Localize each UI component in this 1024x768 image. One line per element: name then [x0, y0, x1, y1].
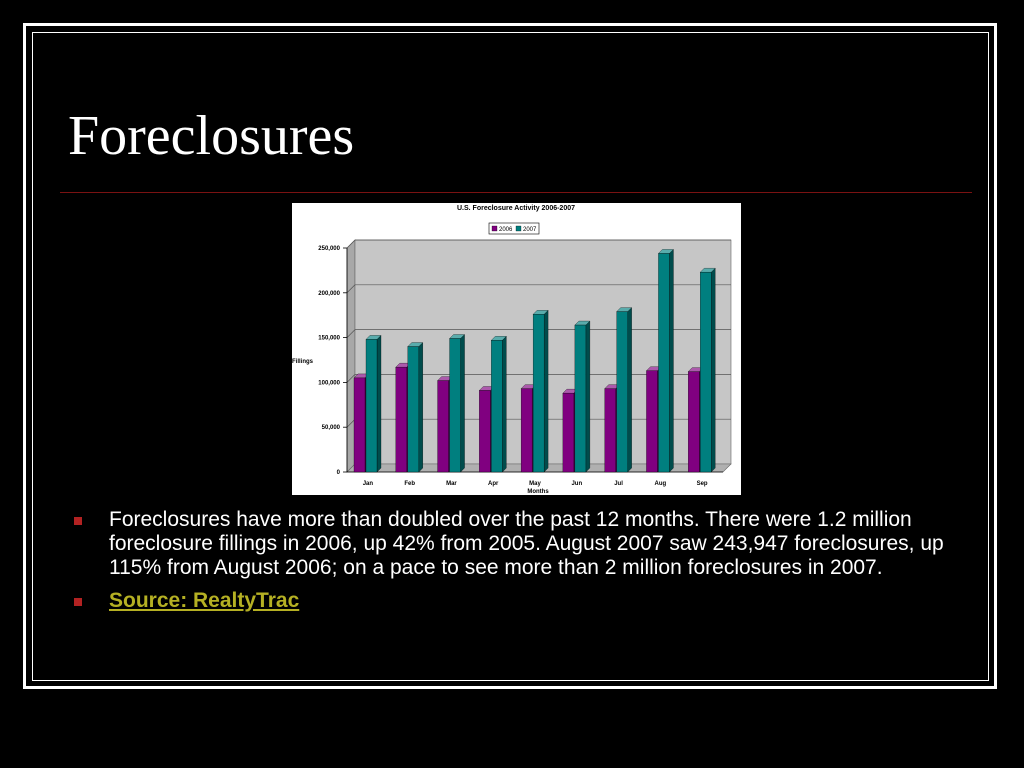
- bar-2007-jun: [575, 325, 586, 472]
- bar-side-2007-apr: [502, 336, 506, 472]
- source-link[interactable]: Source: RealtyTrac: [109, 589, 300, 612]
- bullet-marker: [74, 598, 82, 606]
- legend-swatch-2007: [516, 226, 521, 231]
- bar-2006-jun: [563, 393, 574, 472]
- title-divider: [60, 192, 972, 193]
- legend-swatch-2006: [492, 226, 497, 231]
- bar-2007-jul: [617, 312, 628, 472]
- bar-side-2007-sep: [711, 268, 715, 472]
- y-tick-label: 200,000: [318, 290, 340, 297]
- bar-side-2007-jun: [586, 321, 590, 472]
- chart-title: U.S. Foreclosure Activity 2006-2007: [456, 205, 576, 212]
- x-tick-label: Sep: [696, 481, 708, 487]
- y-tick-label: 150,000: [318, 335, 340, 342]
- bar-2007-aug: [658, 253, 669, 472]
- bar-2006-sep: [688, 372, 699, 472]
- y-tick-label: 50,000: [321, 425, 340, 432]
- bar-2006-may: [521, 389, 532, 472]
- bar-2007-sep: [700, 272, 711, 472]
- bullet-text: Foreclosures have more than doubled over the past 12 months. There were 1.2 million foreclosure fillings in 2006, up 42% from 2005. August 2007 saw 243,947 foreclosures, up 115% from August 2006; on a pace to see more than 2 million foreclosures in 2007.: [109, 508, 944, 579]
- bar-2006-jan: [354, 378, 365, 472]
- bar-2007-mar: [450, 338, 461, 472]
- y-axis-title: Fillings: [292, 359, 313, 365]
- bar-side-2007-may: [544, 310, 548, 472]
- y-tick-label: 250,000: [318, 246, 340, 252]
- bar-2006-apr: [479, 390, 490, 472]
- y-tick-label: 100,000: [318, 380, 340, 387]
- bullet-marker: [74, 517, 82, 525]
- x-axis-title: Months: [527, 489, 549, 495]
- bar-2007-may: [533, 314, 544, 472]
- foreclosure-chart: [292, 203, 741, 495]
- bar-2006-mar: [438, 381, 449, 472]
- x-tick-label: Jul: [614, 481, 623, 487]
- bar-2006-jul: [605, 389, 616, 472]
- bar-side-2007-aug: [669, 249, 673, 472]
- x-tick-label: Mar: [446, 481, 457, 487]
- slide-title: Foreclosures: [68, 105, 355, 167]
- y-tick-label: 0: [336, 470, 340, 476]
- bullet-item: [74, 508, 954, 580]
- bar-2007-apr: [491, 340, 502, 472]
- bar-side-2007-jul: [628, 308, 632, 472]
- bar-2006-aug: [646, 371, 657, 472]
- bullet-item-source: [74, 589, 954, 613]
- x-tick-label: Apr: [488, 481, 499, 487]
- bar-2006-feb: [396, 367, 407, 472]
- legend-label-2007: 2007: [523, 227, 537, 233]
- x-tick-label: Feb: [404, 481, 416, 487]
- bullet-list: [74, 508, 954, 622]
- x-tick-label: Jun: [571, 481, 583, 487]
- bar-side-2007-jan: [377, 335, 381, 472]
- plot-side-wall: [347, 240, 355, 472]
- x-tick-label: Jan: [362, 481, 374, 487]
- bar-side-2007-mar: [461, 334, 465, 472]
- x-tick-label: May: [529, 481, 541, 487]
- bar-2007-feb: [408, 347, 419, 472]
- legend-label-2006: 2006: [499, 227, 513, 233]
- chart-svg: [292, 203, 741, 495]
- bar-side-2007-feb: [419, 343, 423, 472]
- bar-2007-jan: [366, 339, 377, 472]
- x-tick-label: Aug: [654, 481, 667, 487]
